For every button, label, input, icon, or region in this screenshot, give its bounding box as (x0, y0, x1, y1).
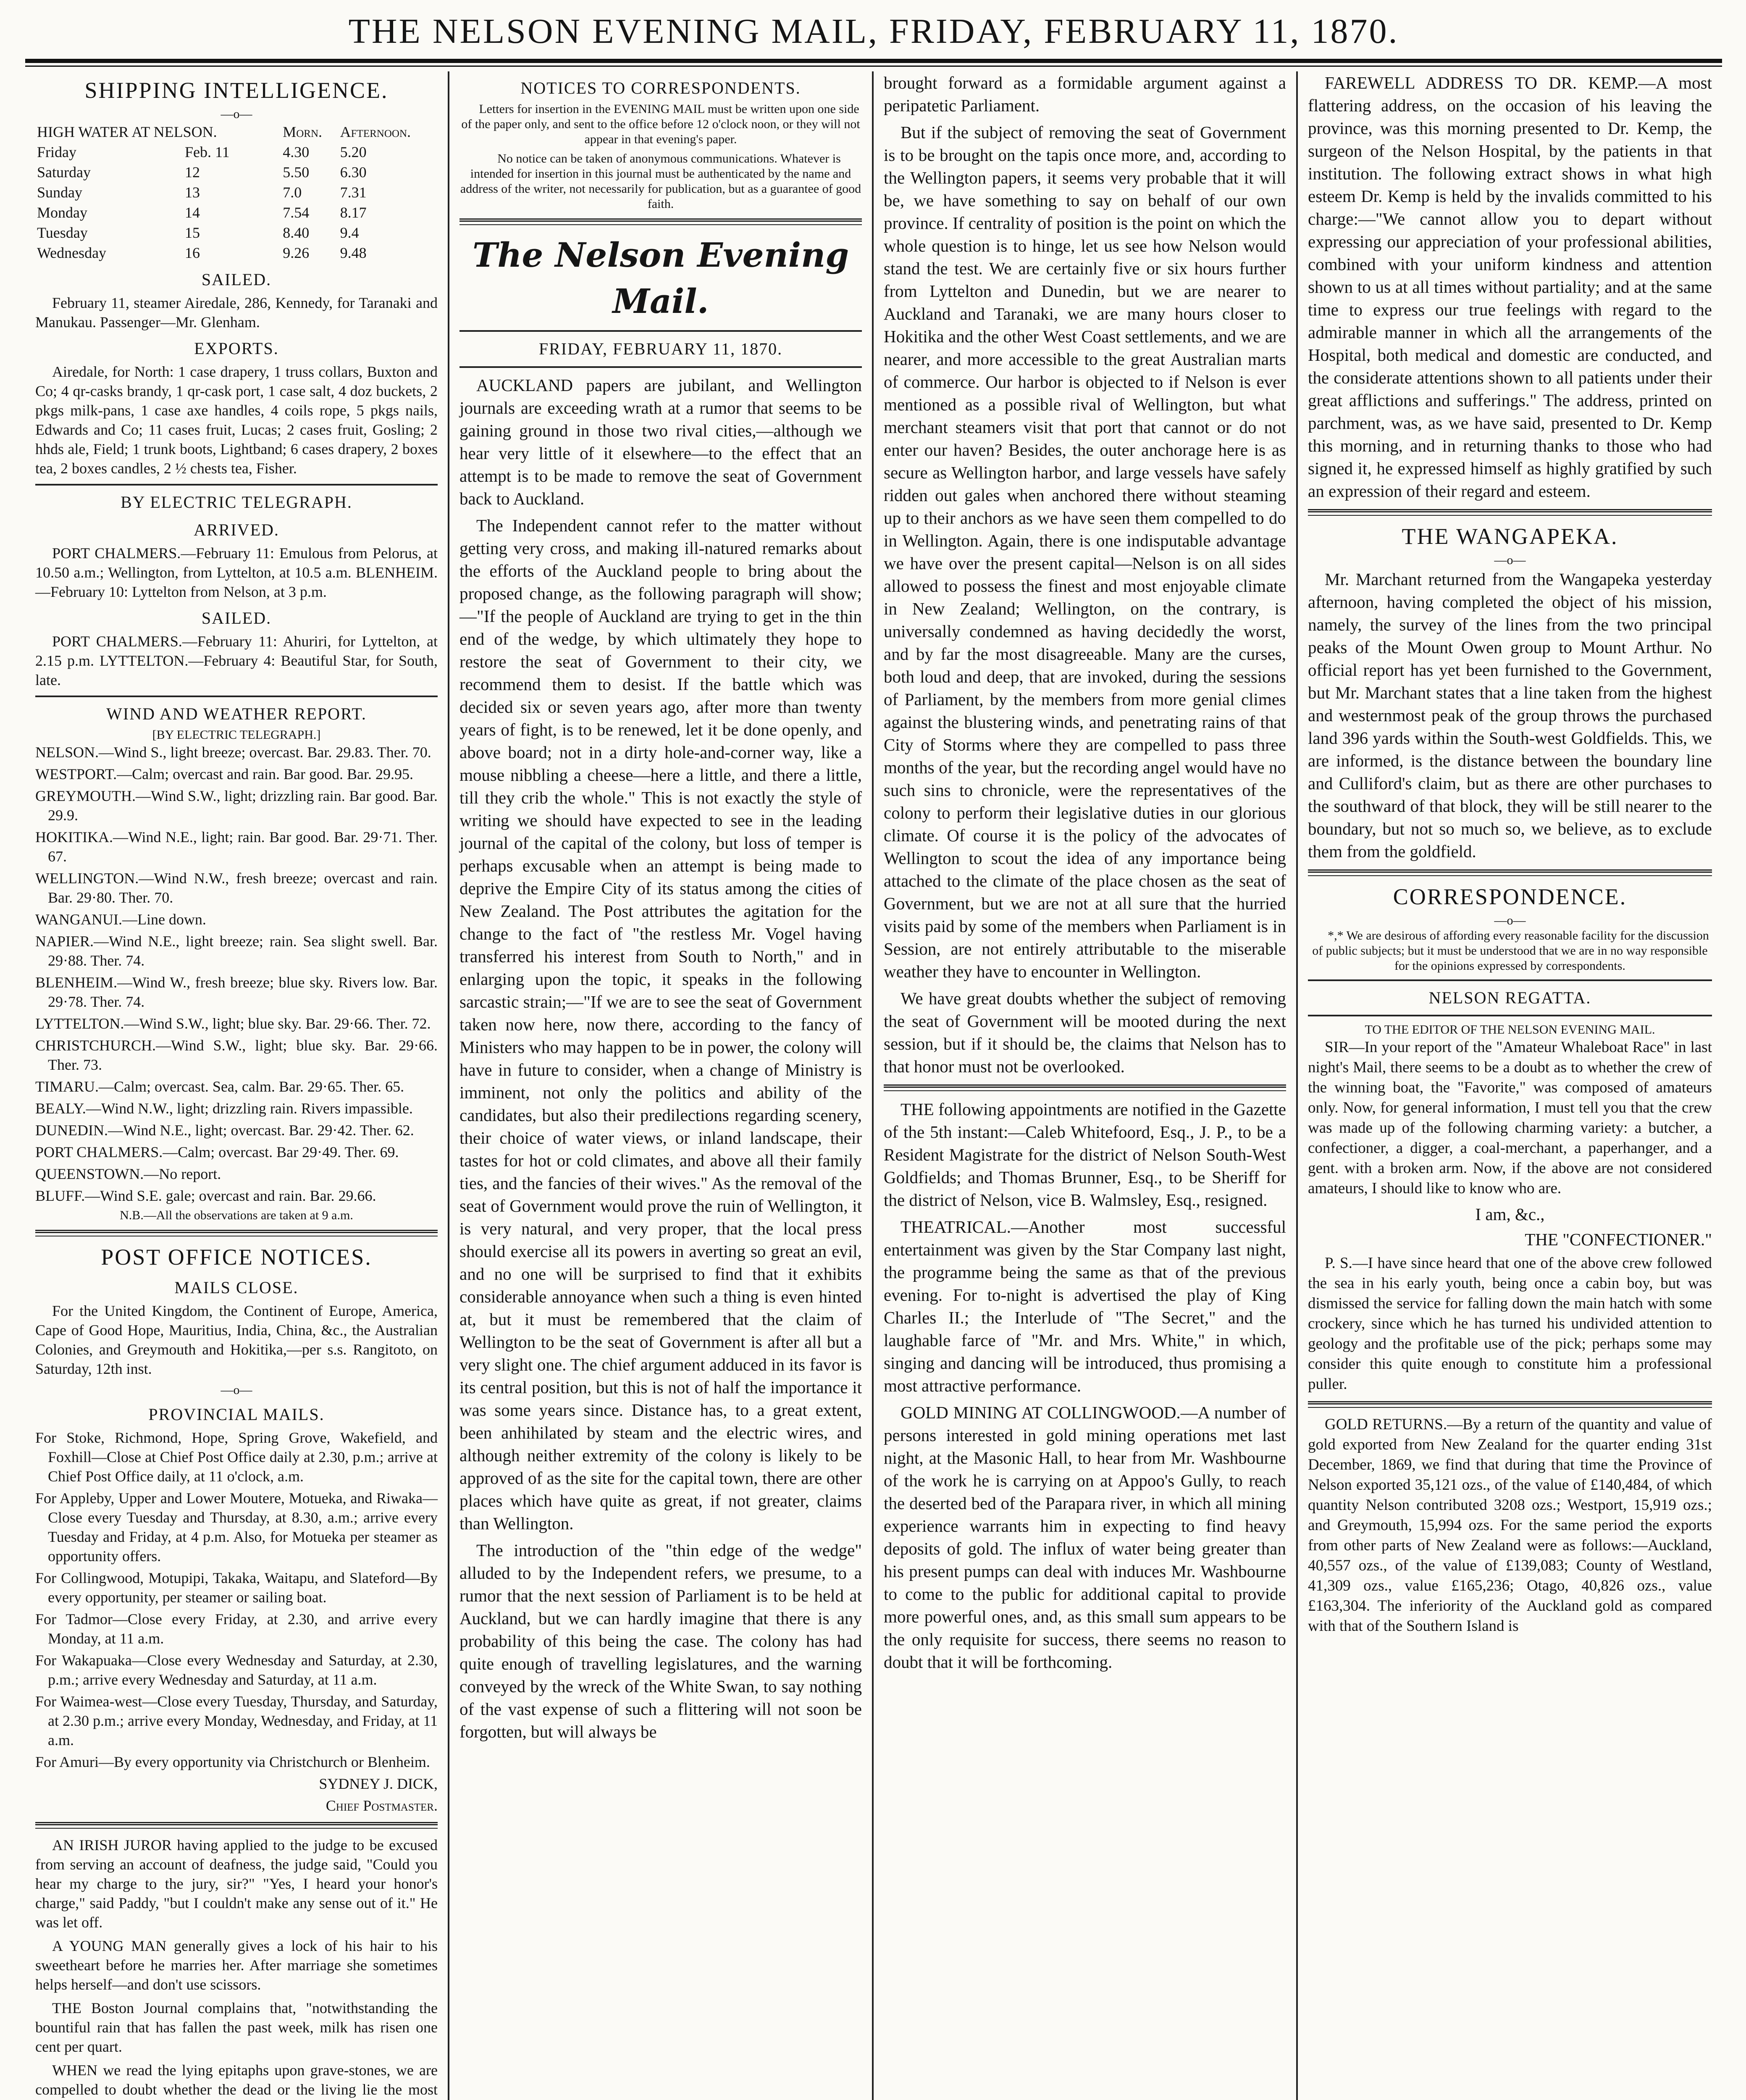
provincial-mail-entry: For Tadmor—Close every Friday, at 2.30, and arrive every Monday, at 11 a.m. (35, 1611, 438, 1647)
weather-entry: WELLINGTON.—Wind N.W., fresh breeze; overcast and rain. Bar. 29·80. Ther. 70. (35, 870, 438, 906)
tide-cell: 8.40 (283, 224, 310, 241)
divider (1308, 1401, 1712, 1408)
weather-entry: NAPIER.—Wind N.E., light breeze; rain. Sea slight swell. Bar. 29·88. Ther. 74. (35, 933, 438, 969)
notices-heading: NOTICES TO CORRESPONDENTS. (520, 79, 801, 97)
ornament: —o— (221, 107, 252, 121)
theatrical-paragraph: THEATRICAL.—Another most successful entertainment was given by the Star Company last night, the programme being the same as that of the previous evening. For to-night is advertised the play of King Charles II.; the Interlude of "The Secret," and the laughable farce of "Mr. and Mrs. White," in which, singing and dancing will be introduced, thus promising a most attractive performance. (884, 1217, 1286, 1395)
tide-cell: Wednesday (37, 244, 107, 261)
tide-cell: 6.30 (340, 164, 367, 181)
weather-subheading: [BY ELECTRIC TELEGRAPH.] (152, 728, 321, 742)
tide-cell: Feb. 11 (184, 144, 230, 160)
divider (1308, 869, 1712, 876)
appointments-paragraph: THE following appointments are notified in the Gazette of the 5th instant:—Caleb Whitefoord, Esq., J. P., to be a Resident Magistrate for the district of Nelson South-West Goldfields; and Thomas Brunner, Esq., to be Sheriff for the district of Nelson, vice B. Walmsley, Esq., resigned. (884, 1100, 1286, 1210)
post-signature-title: Chief Postmaster. (326, 1797, 438, 1814)
tide-cell: 8.17 (340, 204, 367, 221)
wangapeka-heading: THE WANGAPEKA. (1402, 524, 1618, 549)
divider (35, 1822, 438, 1829)
editorial-paragraph: But if the subject of removing the seat of Government is to be brought on the tapis once more, and, according to the Wellington papers, it seems very probable that it will be, we have something to say on behalf of our own province. If centrality of position is the point on which the whole question is to hinge, let us see how Nelson would stand the test. We are certainly five or six hours further from Lyttelton and Dunedin, but we are nearer to Auckland and Taranaki, we are many hours closer to Hokitika and the other West Coast settlements, and we are nearer, and more accessible to the great Australian marts of commerce. Our harbor is objected to if Nelson is ever mentioned as a possible rival of Wellington, but what merchant steamers visit that port that cannot or do not enter our haven? Besides, the outer anchorage here is as secure as Wellington harbor, and large vessels have safely ridden out gales when anchored there without steaming up to their anchors as we have seen them compelled to do in Wellington. Again, there is one indisputable advantage we have over the present capital—Nelson is on all sides allowed to possess the finest and most enjoyable climate in New Zealand; Wellington, on the contrary, is universally condemned as having decidedly the worst, and by far the most disagreeable. Many are the curses, both loud and deep, that are invoked, during the sessions of Parliament, by the members from more genial climes against the blustering winds, and penetrating rains of that City of Storms where they are compelled to pass three months of the year, but the recording angel would have no such sins to chronicle, were the representatives of the colony to perform their legislative duties in our glorious climate. Of course it is the policy of the advocates of Wellington to scout the idea of any importance being attached to the climate of the place chosen as the seat of Government, but we are not at all sure that the hurried visits paid by some of the members when Parliament is in Session, are not entirely attributable to the miserable weather they have to encounter in Wellington. (884, 123, 1286, 981)
masthead: THE NELSON EVENING MAIL, FRIDAY, FEBRUARY 11, 1870. (348, 12, 1399, 51)
divider (1308, 1015, 1712, 1016)
tide-cell: 15 (184, 224, 200, 241)
regatta-signature: THE "CONFECTIONER." (1525, 1230, 1712, 1249)
post-heading: POST OFFICE NOTICES. (101, 1244, 372, 1270)
sailed2-heading: SAILED. (201, 609, 272, 627)
dateline: FRIDAY, FEBRUARY 11, 1870. (538, 339, 783, 358)
tide-header-row (35, 122, 438, 142)
weather-entry: TIMARU.—Calm; overcast. Sea, calm. Bar. 29·65. Ther. 65. (35, 1078, 404, 1095)
provincial-heading: PROVINCIAL MAILS. (148, 1405, 325, 1424)
weather-entry: CHRISTCHURCH.—Wind S.W., light; blue sky. Bar. 29·66. Ther. 73. (35, 1037, 438, 1073)
misc-paragraph: THE Boston Journal complains that, "notwithstanding the bountiful rain that has fallen the past week, milk has risen one cent per quart. (35, 2000, 438, 2055)
tide-row (35, 243, 438, 263)
tide-table (35, 122, 438, 263)
tide-cell: Monday (37, 204, 87, 221)
weather-entry: BLUFF.—Wind S.E. gale; overcast and rain. Bar. 29.66. (35, 1187, 376, 1204)
divider (1308, 979, 1712, 981)
divider (1308, 509, 1712, 516)
editorial-paragraph: AUCKLAND papers are jubilant, and Wellington journals are exceeding wrath at a rumor that seems to be gaining ground in those two rival cities,—although we hear very little of it elsewhere—to the effect that an attempt is to be made to remove the seat of Government back to Auckland. (459, 375, 862, 508)
divider (459, 330, 862, 332)
provincial-mail-entry: For Collingwood, Motupipi, Takaka, Waitapu, and Slateford—By every opportunity, per steamer or sailing boat. (35, 1570, 438, 1606)
provincial-list (35, 1428, 438, 1772)
ornament: —o— (1494, 914, 1526, 927)
misc-paragraph: AN IRISH JUROR having applied to the judge to be excused from serving an account of deafness, the judge said, "Could you hear my charge to the jury, sir?" "Yes, I heard your honor's charge," said Paddy, "but I couldn't make any sense out of it." He was let off. (35, 1837, 438, 1931)
weather-note: N.B.—All the observations are taken at 9 a.m. (120, 1208, 353, 1222)
provincial-mail-entry: For Waimea-west—Close every Tuesday, Thursday, and Saturday, at 2.30 p.m.; arrive every Monday, Wednesday, and Friday, at 11 a.m. (35, 1693, 438, 1748)
tide-row (35, 162, 438, 182)
tide-cell: 4.30 (283, 144, 310, 160)
weather-entry: LYTTELTON.—Wind S.W., light; blue sky. Bar. 29·66. Ther. 72. (35, 1015, 431, 1032)
tide-cell: 12 (184, 164, 200, 181)
paper-title: The Nelson Evening Mail. (472, 235, 849, 321)
misc-paragraphs (35, 1835, 438, 2100)
tide-cell: 5.20 (340, 144, 367, 160)
gold-mining-paragraph: GOLD MINING AT COLLINGWOOD.—A number of persons interested in gold mining operations met last night, at the Masonic Hall, to hear from Mr. Washbourne of the work he is carrying on at Appoo's Gully, to reach the deserted bed of the Parapara river, in which all mining experience warrants him in expecting to find heavy deposits of gold. The influx of water being greater than his present pumps can deal with induces Mr. Washbourne to come to the public for additional capital to provide more powerful ones, and, as this small sum appears to be the only requisite for success, there seems no reason to doubt that it will be forthcoming. (884, 1403, 1286, 1672)
tide-cell: 7.54 (283, 204, 310, 221)
editorial-paragraph: brought forward as a formidable argument against a peripatetic Parliament. (884, 73, 1286, 115)
ornament: —o— (1494, 553, 1526, 567)
weather-entry: WANGANUI.—Line down. (35, 911, 206, 928)
tide-header-afternoon: Afternoon. (340, 123, 411, 140)
arrived-text: PORT CHALMERS.—February 11: Emulous from Pelorus, at 10.50 a.m.; Wellington, from Lyttelton, at 10.5 a.m. BLENHEIM.—February 10: Lyttelton from Nelson, at 3 p.m. (35, 545, 438, 600)
weather-entry: PORT CHALMERS.—Calm; overcast. Bar 29·49. Ther. 69. (35, 1144, 399, 1160)
column-4 (1298, 71, 1722, 2100)
weather-entry: NELSON.—Wind S., light breeze; overcast. Bar. 29.83. Ther. 70. (35, 744, 431, 761)
gold-returns-paragraph: GOLD RETURNS.—By a return of the quantity and value of gold exported from New Zealand for the quarter ending 31st December, 1869, we find that during that time the Province of Nelson exported 35,121 ozs., of the value of £140,484, of which quantity Nelson contributed 3208 ozs.; Westport, 15,919 ozs.; and Greymouth, 15,994 ozs. For the same period the exports from other parts of New Zealand were as follows:—Auckland, 40,557 ozs., of the value of £139,083; County of Westland, 41,309 ozs., value £165,236; Otago, 40,826 ozs., value £163,304. The inferiority of the Auckland gold as compared with that of the Southern Island is (1308, 1416, 1712, 1635)
weather-entry: HOKITIKA.—Wind N.E., light; rain. Bar good. Bar. 29·71. Ther. 67. (35, 829, 438, 865)
tide-cell: 13 (184, 184, 200, 201)
regatta-heading: NELSON REGATTA. (1428, 988, 1591, 1007)
weather-heading: WIND AND WEATHER REPORT. (106, 704, 367, 723)
correspondence-note: *,* We are desirous of affording every reasonable facility for the discussion of public subjects; but it must be understood that we are in no way responsible for the opinions expressed by correspondents. (1312, 929, 1709, 973)
wangapeka-paragraph: Mr. Marchant returned from the Wangapeka yesterday afternoon, having completed the object of his mission, namely, the survey of the lines from the two principal peaks of the Mount Owen group to Mount Arthur. No official report has yet been furnished to the Government, but Mr. Marchant states that a line taken from the highest and westernmost peak of the group throws the purchased land 396 yards within the South-west Goldfields. This, we are informed, is the distance between the boundary line and Culliford's claim, but as there are other purchases to the southward of that block, they will be still nearer to the boundary, but not so much so, we believe, as to exclude them from the goldfield. (1308, 570, 1712, 861)
sailed2-text: PORT CHALMERS.—February 11: Ahuriri, for Lyttelton, at 2.15 p.m. LYTTELTON.—February 4: Beautiful Star, for South, late. (35, 633, 438, 688)
divider (459, 366, 862, 368)
shipping-heading: SHIPPING INTELLIGENCE. (84, 78, 389, 103)
provincial-mail-entry: For Wakapuaka—Close every Wednesday and Saturday, at 2.30, p.m.; arrive every Wednesday and Saturday, at 11 a.m. (35, 1652, 438, 1688)
tide-cell: 9.48 (340, 244, 367, 261)
tide-cell: 7.0 (283, 184, 302, 201)
tide-row (35, 142, 438, 162)
regatta-addressee: TO THE EDITOR OF THE NELSON EVENING MAIL. (1365, 1023, 1655, 1037)
column-2 (449, 71, 874, 2100)
tide-header-place: HIGH WATER AT NELSON. (37, 123, 217, 140)
divider (459, 218, 862, 225)
farewell-paragraph: FAREWELL ADDRESS TO DR. KEMP.—A most flattering address, on the occasion of his leaving the province, was this morning presented to Dr. Kemp, the surgeon of the Nelson Hospital, by the patients in that institution. The following extract shows in what high esteem Dr. Kemp is held by the invalids committed to his charge:—"We cannot allow you to depart without expressing our appreciation of your professional abilities, combined with your uniform kindness and attention shown to us at all times without partiality; and at the same time to express our true feelings with regard to the admirable manner in which all the arrangements of the Hospital, both medical and domestic are conducted, and the considerate attentions shown to all patients under their great afflictions and sufferings." The address, printed on parchment, was, as we have said, presented to Dr. Kemp this morning, and in returning thanks to those who had signed it, he expressed himself as highly gratified by such an expression of their regard and esteem. (1308, 73, 1712, 501)
regatta-close: I am, &c., (1475, 1205, 1545, 1224)
sailed-heading: SAILED. (201, 270, 272, 289)
tide-cell: Tuesday (37, 224, 88, 241)
sailed-text: February 11, steamer Airedale, 286, Kennedy, for Taranaki and Manukau. Passenger—Mr. Glenham. (35, 294, 438, 331)
tide-row (35, 182, 438, 202)
provincial-mail-entry: For Appleby, Upper and Lower Moutere, Motueka, and Riwaka—Close every Tuesday and Thursday, at 8.30, a.m.; arrive every Tuesday and Friday, at 4 p.m. Also, for Motueka per steamer as opportunity offers. (35, 1490, 438, 1564)
post-signature-name: SYDNEY J. DICK, (319, 1775, 438, 1792)
tide-header-morning: Morn. (283, 123, 323, 140)
tide-cell: 16 (184, 244, 200, 261)
arrived-heading: ARRIVED. (194, 520, 279, 539)
tide-cell: Friday (37, 144, 76, 160)
exports-text: Airedale, for North: 1 case drapery, 1 truss collars, Buxton and Co; 4 qr-casks brandy, 1 qr-cask port, 1 case salt, 4 doz buckets, 2 pkgs milk-pans, 1 case axe handles, 4 coils rope, 5 pkgs nails, Edwards and Co; 11 cases fruit, Lucas; 2 cases fruit, Gosling; 2 hhds ale, Field; 1 trunk boots, Lightband; 6 cases drapery, 2 boxes tea, 2 boxes candles, 2 ½ chests tea, Fisher. (35, 363, 438, 477)
mails-close-heading: MAILS CLOSE. (174, 1278, 299, 1297)
correspondence-heading: CORRESPONDENCE. (1393, 884, 1627, 909)
editorial-paragraph: We have great doubts whether the subject of removing the seat of Government will be mooted during the next session, but if it should be, the claims that Nelson has to that honor must not be overlooked. (884, 989, 1286, 1076)
telegraph-heading: BY ELECTRIC TELEGRAPH. (121, 493, 352, 512)
weather-entry: DUNEDIN.—Wind N.E., light; overcast. Bar. 29·42. Ther. 62. (35, 1122, 414, 1139)
mails-text: For the United Kingdom, the Continent of Europe, America, Cape of Good Hope, Mauritius, India, China, &c., the Australian Colonies, and Greymouth and Hokitika,—per s.s. Rangitoto, on Saturday, 12th inst. (35, 1302, 438, 1377)
tide-row (35, 202, 438, 223)
column-3 (874, 71, 1298, 2100)
weather-entry: QUEENSTOWN.—No report. (35, 1166, 221, 1182)
misc-paragraph: A YOUNG MAN generally gives a lock of his hair to his sweetheart before he marries her. After marriage she sometimes helps herself—and don't use scissors. (35, 1937, 438, 1993)
tide-row (35, 223, 438, 243)
weather-entry: WESTPORT.—Calm; overcast and rain. Bar good. Bar. 29.95. (35, 766, 414, 782)
divider (35, 1230, 438, 1236)
divider (35, 484, 438, 486)
tide-cell: Saturday (37, 164, 91, 181)
tide-cell: 14 (184, 204, 200, 221)
tide-cell: 7.31 (340, 184, 367, 201)
notices-text-2: No notice can be taken of anonymous communications. Whatever is intended for insertion in this journal must be authenticated by the name and address of the writer, not necessarily for publication, but as a guarantee of good faith. (460, 152, 861, 211)
divider (35, 696, 438, 697)
ornament: —o— (221, 1383, 252, 1397)
regatta-letter: SIR—In your report of the "Amateur Whaleboat Race" in last night's Mail, there seems to be a doubt as to whether the crew of the winning boat, the "Favorite," was composed of amateurs only. Now, for general information, I must tell you that the crew was made up of the following charming variety: a butcher, a confectioner, a digger, a coal-merchant, a paperhanger, and a gent. with a broken arm. Now, if the above are not considered amateurs, I should like to know who are. (1308, 1039, 1712, 1197)
column-1 (25, 71, 449, 2100)
misc-paragraph: WHEN we read the lying epitaphs upon grave-stones, we are compelled to doubt whether the dead or the living lie the most (35, 2062, 438, 2098)
newspaper-page (25, 71, 1722, 2100)
editorial-paragraph: The Independent cannot refer to the matter without getting very cross, and making ill-natured remarks about the efforts of the Auckland people to bring about the proposed change, as the following paragraph will show;—"If the people of Auckland are trying to get in the thin end of the wedge, by which ultimately they hope to restore the seat of Government to their city, we recommend them to desist. If the battle which was decided six or seven years ago, after more than twenty years of fight, is to be renewed, let it be done openly, and above board; not in a dirty hole-and-corner way, like a mouse nibbling a cheese—here a little, and there a little, till they crib the whole." This is not exactly the style of writing we should have expected to see in the leading journal of the capital of the colony, but loss of temper is perhaps excusable when an attempt is being made to deprive the Empire City of its status among the cities of New Zealand. The Post attributes the agitation for the change to the fact of "the restless Mr. Vogel having transferred his interest from South to North," and in enlarging upon the topic, it speaks in the following sarcastic strain;—"If we are to see the seat of Government taken now here, now there, according to the fancy of Ministers who may happen to be in power, the colony will have in future to consider, when a change of Ministry is imminent, not only the politics and ability of the candidates, but also their predilections regarding scenery, their choice of water views, or inland landscape, their tastes for hot or cold climates, and above all their family ties, and the fancies of their wives." As the removal of the seat of Government would prove the ruin of Wellington, it is very natural, and very proper, that the local press should exercise all its powers in averting so great an evil, and no one will be surprised to find that it exhibits considerable annoyance when such a thing is even hinted at, but it must be remembered that the claim of Wellington to be the seat of Government is after all but a very slight one. The chief argument adduced in its favor is its central position, but this is not of half the importance it was some years since. Distance has, to a great extent, been anhihilated by steam and the electric wires, and although neither extremity of the colony is likely to be approved of as the site for the capital town, there are other places which have quite as great, if not greater, claims than Wellington. (459, 516, 862, 1533)
tide-cell: 9.26 (283, 244, 310, 261)
weather-entry: BEALY.—Wind N.W., light; drizzling rain. Rivers impassible. (35, 1100, 413, 1117)
tide-body (35, 142, 438, 263)
tide-cell: 5.50 (283, 164, 310, 181)
weather-entry: GREYMOUTH.—Wind S.W., light; drizzling rain. Bar good. Bar. 29.9. (35, 788, 438, 824)
masthead-rule (25, 59, 1722, 67)
tide-cell: 9.4 (340, 224, 359, 241)
editorial-paragraph: The introduction of the "thin edge of the wedge" alluded to by the Independent refers, we presume, to a rumor that the next session of Parliament is to be held at Auckland, but we can hardly imagine that there is any probability of this being the case. The colony has had quite enough of travelling legislatures, and the warning conveyed by the wreck of the White Swan, to say nothing of the vast expense of such a flittering will not soon be forgotten, but will always be (459, 1541, 862, 1741)
weather-list (35, 743, 438, 1205)
weather-entry: BLENHEIM.—Wind W., fresh breeze; blue sky. Rivers low. Bar. 29·78. Ther. 74. (35, 974, 438, 1010)
provincial-mail-entry: For Stoke, Richmond, Hope, Spring Grove, Wakefield, and Foxhill—Close at Chief Post Office daily at 2.30, p.m.; arrive at Chief Post Office daily, at 11 o'clock, a.m. (35, 1429, 438, 1485)
divider (884, 1084, 1286, 1091)
regatta-postscript: P. S.—I have since heard that one of the above crew followed the sea in his early youth, being once a cabin boy, but was dismissed the service for falling down the main hatch with some crockery, since which he has turned his undivided attention to geology and the profitable use of the pick; perhaps some may consider this quite enough to constitute him a professional puller. (1308, 1255, 1712, 1393)
tide-cell: Sunday (37, 184, 82, 201)
provincial-mail-entry: For Amuri—By every opportunity via Christchurch or Blenheim. (35, 1754, 430, 1770)
exports-heading: EXPORTS. (194, 339, 279, 358)
notices-text-1: Letters for insertion in the EVENING MAIL must be written upon one side of the paper only, and sent to the office before 12 o'clock noon, or they will not appear in that evening's paper. (461, 102, 860, 146)
